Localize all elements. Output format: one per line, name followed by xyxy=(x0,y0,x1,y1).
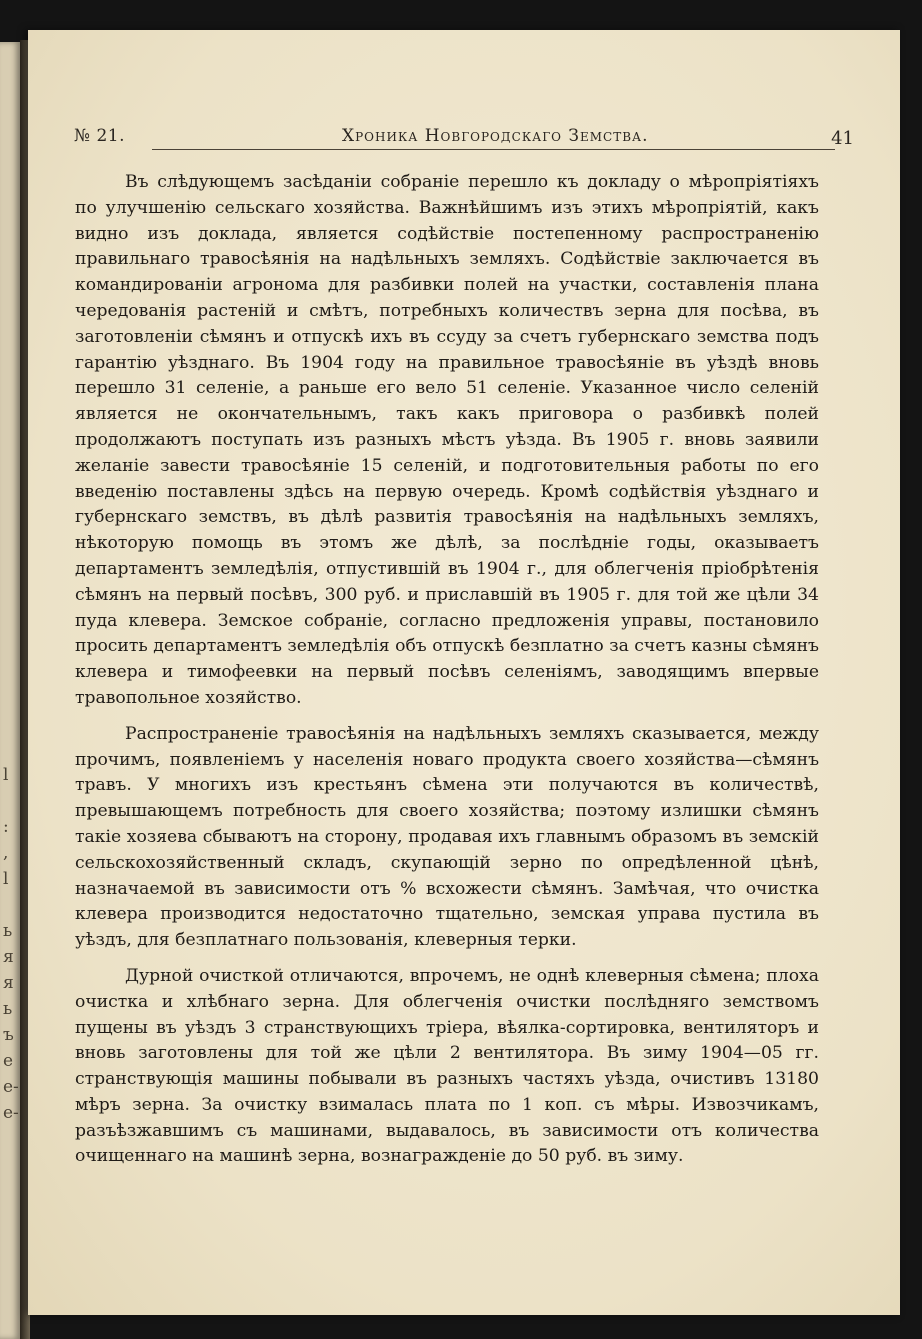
header-rule xyxy=(152,149,835,150)
journal-title: Хроника Новгородскаго Земства. xyxy=(342,126,649,146)
paragraph-2: Распространеніе травосѣянія на надѣльныхъ земляхъ сказывается, между прочимъ, появленіемъ у населенія новаго продукта своего хозяйства—сѣмянъ травъ. У многихъ изъ крестьянъ сѣмена эти получаются въ количествѣ, превышающемъ потребность для своего хозяйства; поэтому излишки сѣмянъ такіе хозяева сбываютъ на сторону, продавая ихъ главнымъ образомъ въ земскій сельскохозяйственный складъ, скупающій зерно по опредѣленной цѣнѣ, назначаемой въ зависимости отъ % всхожести сѣмянъ. Замѣчая, что очистка клевера производится недостаточно тщательно, земская управа пустила въ уѣздъ, для безплатнаго пользованія, клеверныя терки. xyxy=(75,723,819,951)
running-header xyxy=(74,126,854,154)
adjacent-page-text: l : , l ь я я ь ъ е e- e- xyxy=(3,765,19,1123)
adjacent-page-edge xyxy=(0,42,20,1339)
issue-number: № 21. xyxy=(74,126,126,146)
book-page xyxy=(28,30,900,1315)
page-body xyxy=(75,170,819,1180)
paragraph-1: Въ слѣдующемъ засѣданіи собраніе перешло къ докладу о мѣропріятіяхъ по улучшенію сельскаго хозяйства. Важнѣйшимъ изъ этихъ мѣропріятій, какъ видно изъ доклада, является содѣйствіе постепенному распространенію правильнаго травосѣянія на надѣльныхъ земляхъ. Содѣйствіе заключается въ командированіи агронома для разбивки полей на участки, составленія плана чередованія растеній и смѣтъ, потребныхъ количествъ зерна для посѣва, въ заготовленіи сѣмянъ и отпускѣ ихъ въ ссуду за счетъ губернскаго земства подъ гарантію уѣзднаго. Въ 1904 году на правильное травосѣяніе въ уѣздѣ вновь перешло 31 селеніе, а раньше его вело 51 селеніе. Указанное число селеній является не окончательнымъ, такъ какъ приговора о разбивкѣ полей продолжаютъ поступать изъ разныхъ мѣстъ уѣзда. Въ 1905 г. вновь заявили желаніе завести травосѣяніе 15 селеній, и подготовительныя работы по его введенію поставлены здѣсь на первую очередь. Кромѣ содѣйствія уѣзднаго и губернскаго земствъ, въ дѣлѣ развитія травосѣянія на надѣльныхъ земляхъ, нѣкоторую помощь въ этомъ же дѣлѣ, за послѣдніе годы, оказываетъ департаментъ земледѣлія, отпустившій въ 1904 г., для облегченія пріобрѣтенія сѣмянъ на первый посѣвъ, 300 руб. и приславшій въ 1905 г. для той же цѣли 34 пуда клевера. Земское собраніе, согласно предложенія управы, постановило просить департаментъ земледѣлія объ отпускѣ безплатно за счетъ казны сѣмянъ клевера и тимофеевки на первый посѣвъ селеніямъ, заводящимъ впервые травопольное хозяйство. xyxy=(75,172,819,708)
paragraph-3: Дурной очисткой отличаются, впрочемъ, не однѣ клеверныя сѣмена; плоха очистка и хлѣбнаго зерна. Для облегченія очистки послѣдняго земствомъ пущены въ уѣздъ 3 странствующихъ тріера, вѣялка-сортировка, вентиляторъ и вновь заготовлены для той же цѣли 2 вентилятора. Въ зиму 1904—05 гг. странствующія машины побывали въ разныхъ частяхъ уѣзда, очистивъ 13180 мѣръ зерна. За очистку взималась плата по 1 коп. съ мѣры. Извозчикамъ, разъѣзжавшимъ съ машинами, выдавалось, въ зависимости отъ количества очищеннаго на машинѣ зерна, вознагражденіе до 50 руб. въ зиму. xyxy=(75,965,819,1167)
page-number: 41 xyxy=(831,128,854,149)
